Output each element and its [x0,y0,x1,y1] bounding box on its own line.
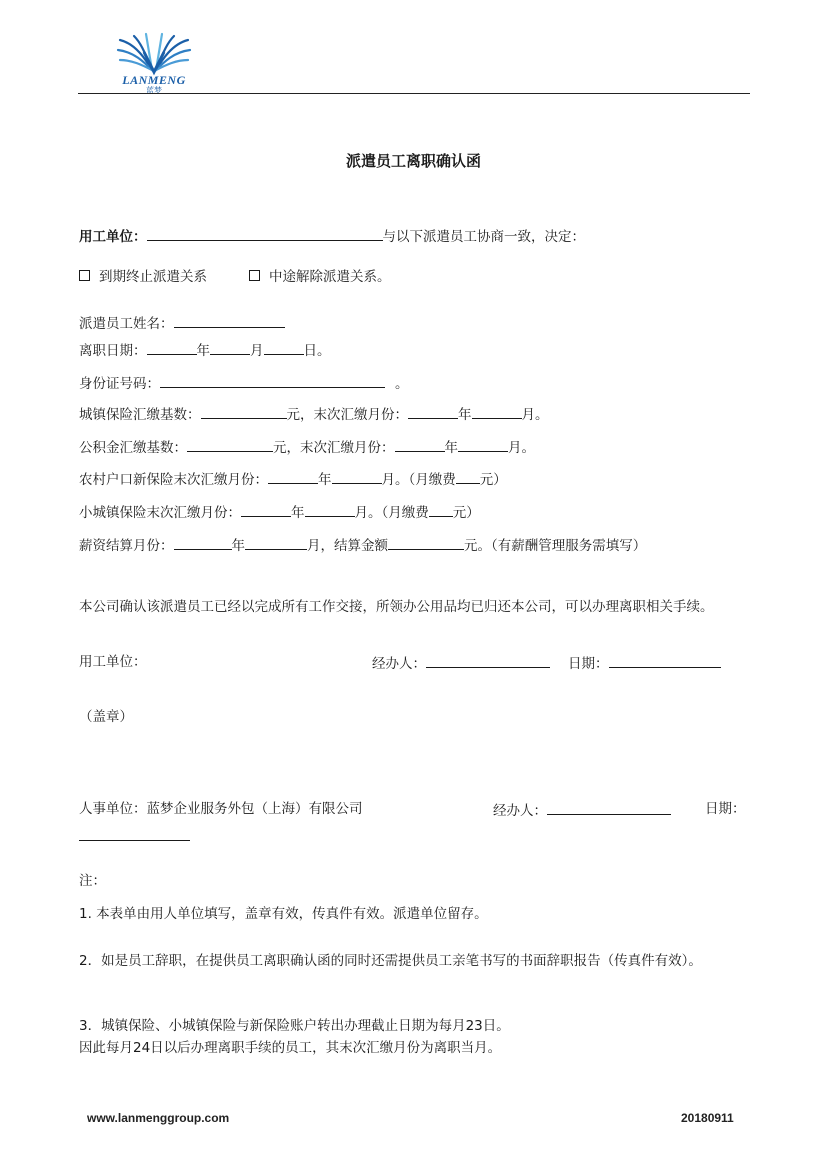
year-text: 年 [196,343,210,359]
small-town-row [79,502,480,522]
urban-last-year-field[interactable] [408,404,458,419]
hr-date-row [79,826,190,846]
option-terminate-label: 中途解除派遣关系。 [269,269,391,285]
id-field[interactable] [160,373,385,388]
employer-handler-field[interactable] [426,653,550,668]
month-text: 月。 [508,440,535,456]
day-text: 日。 [303,343,331,359]
checkbox-icon[interactable] [249,270,260,281]
leave-day-field[interactable] [264,340,304,355]
leave-date-label: 离职日期： [79,343,147,359]
rural-fee-field[interactable] [456,469,480,484]
hr-company-label: 人事单位：蓝梦企业服务外包（上海）有限公司 [79,801,363,817]
last-month-label: 末次汇缴月份： [300,440,395,456]
yuan-close-text: 元） [452,505,480,521]
option-expire-label: 到期终止派遣关系 [99,269,207,285]
small-town-year-field[interactable] [241,502,291,517]
date-label: 日期： [568,656,609,672]
name-field[interactable] [174,313,285,328]
rural-year-field[interactable] [268,469,318,484]
last-month-label: 末次汇缴月份： [313,407,408,423]
seal-label: （盖章） [79,709,133,725]
month-text: 月。 [354,505,382,521]
year-text: 年 [231,538,245,554]
logo-chinese-name: 蓝梦 [146,86,162,95]
salary-month-field[interactable] [245,535,307,550]
note-2: 2．如是员工辞职，在提供员工离职确认函的同时还需提供员工亲笔书写的书面辞职报告（传真件有效）。 [79,953,702,969]
yuan-close-text: 元） [479,472,507,488]
year-text: 年 [318,472,332,488]
yuan-text: 元， [273,440,300,456]
leave-year-field[interactable] [147,340,197,355]
month-text: 月。 [381,472,409,488]
monthly-fee-label: （月缴费 [381,505,429,521]
month-text: 月。 [521,407,549,423]
urban-insurance-row [79,404,549,424]
year-text: 年 [458,407,472,423]
small-town-fee-field[interactable] [429,502,453,517]
urban-last-month-field[interactable] [472,404,522,419]
leave-month-field[interactable] [210,340,250,355]
name-label: 派遣员工姓名： [79,316,174,332]
note-3b: 因此每月24日以后办理离职手续的员工，其末次汇缴月份为离职当月。 [79,1040,502,1056]
yuan-text: 元。 [464,538,491,554]
name-row [79,313,285,333]
employer-date-field[interactable] [609,653,721,668]
salary-year-field[interactable] [174,535,232,550]
employer-date-row [568,653,721,673]
year-text: 年 [444,440,458,456]
logo-wordmark: LANMENG [122,73,186,87]
id-label: 身份证号码： [79,376,160,392]
option-expire[interactable] [79,268,207,286]
employer-field[interactable] [147,226,383,241]
fund-last-month-field[interactable] [458,437,508,452]
footer-code: 20180911 [681,1111,734,1125]
housing-fund-row [79,437,535,457]
employer-handler-row [372,653,550,673]
employer-line [79,226,585,246]
employer-label: 用工单位： [79,229,147,245]
rural-insurance-row [79,469,507,489]
handler-label: 经办人： [493,803,547,819]
small-town-month-field[interactable] [305,502,355,517]
rural-label: 农村户口新保险末次汇缴月份： [79,472,268,488]
hr-handler-row [493,800,671,820]
salary-row [79,535,646,555]
fund-last-year-field[interactable] [395,437,445,452]
fund-base-label: 公积金汇缴基数： [79,440,187,456]
salary-label: 薪资结算月份： [79,538,174,554]
rural-month-field[interactable] [332,469,382,484]
id-row [79,373,409,393]
notes-heading: 注： [79,873,106,889]
id-end: 。 [395,376,409,392]
checkbox-icon[interactable] [79,270,90,281]
month-text: 月 [250,343,264,359]
month-text: 月， [307,538,334,554]
hr-handler-field[interactable] [547,800,671,815]
monthly-fee-label: （月缴费 [408,472,456,488]
hr-date-label: 日期： [705,801,746,817]
small-town-label: 小城镇保险末次汇缴月份： [79,505,241,521]
settle-amount-label: 结算金额 [334,538,388,554]
settle-amount-field[interactable] [388,535,464,550]
urban-base-field[interactable] [201,404,287,419]
page-title: 派遣员工离职确认函 [345,152,481,170]
leave-date-row [79,340,331,360]
note-3a: 3．城镇保险、小城镇保险与新保险账户转出办理截止日期为每月23日。 [79,1018,510,1034]
fund-base-field[interactable] [187,437,273,452]
header-divider [78,93,750,94]
handler-label: 经办人： [372,656,426,672]
employer-sign-label: 用工单位： [79,654,147,670]
note-1: 1. 本表单由用人单位填写，盖章有效，传真件有效。派遣单位留存。 [79,906,488,922]
confirmation-text: 本公司确认该派遣员工已经以完成所有工作交接，所领办公用品均已归还本公司，可以办理离职相关手续。 [79,599,714,615]
hr-date-field[interactable] [79,826,190,841]
yuan-text: 元， [286,407,314,423]
year-text: 年 [291,505,305,521]
urban-base-label: 城镇保险汇缴基数： [79,407,201,423]
footer-website[interactable]: www.lanmenggroup.com [87,1111,230,1125]
salary-note: （有薪酬管理服务需填写） [491,538,647,554]
employer-suffix: 与以下派遣员工协商一致，决定： [382,229,585,245]
option-terminate[interactable] [249,268,391,286]
